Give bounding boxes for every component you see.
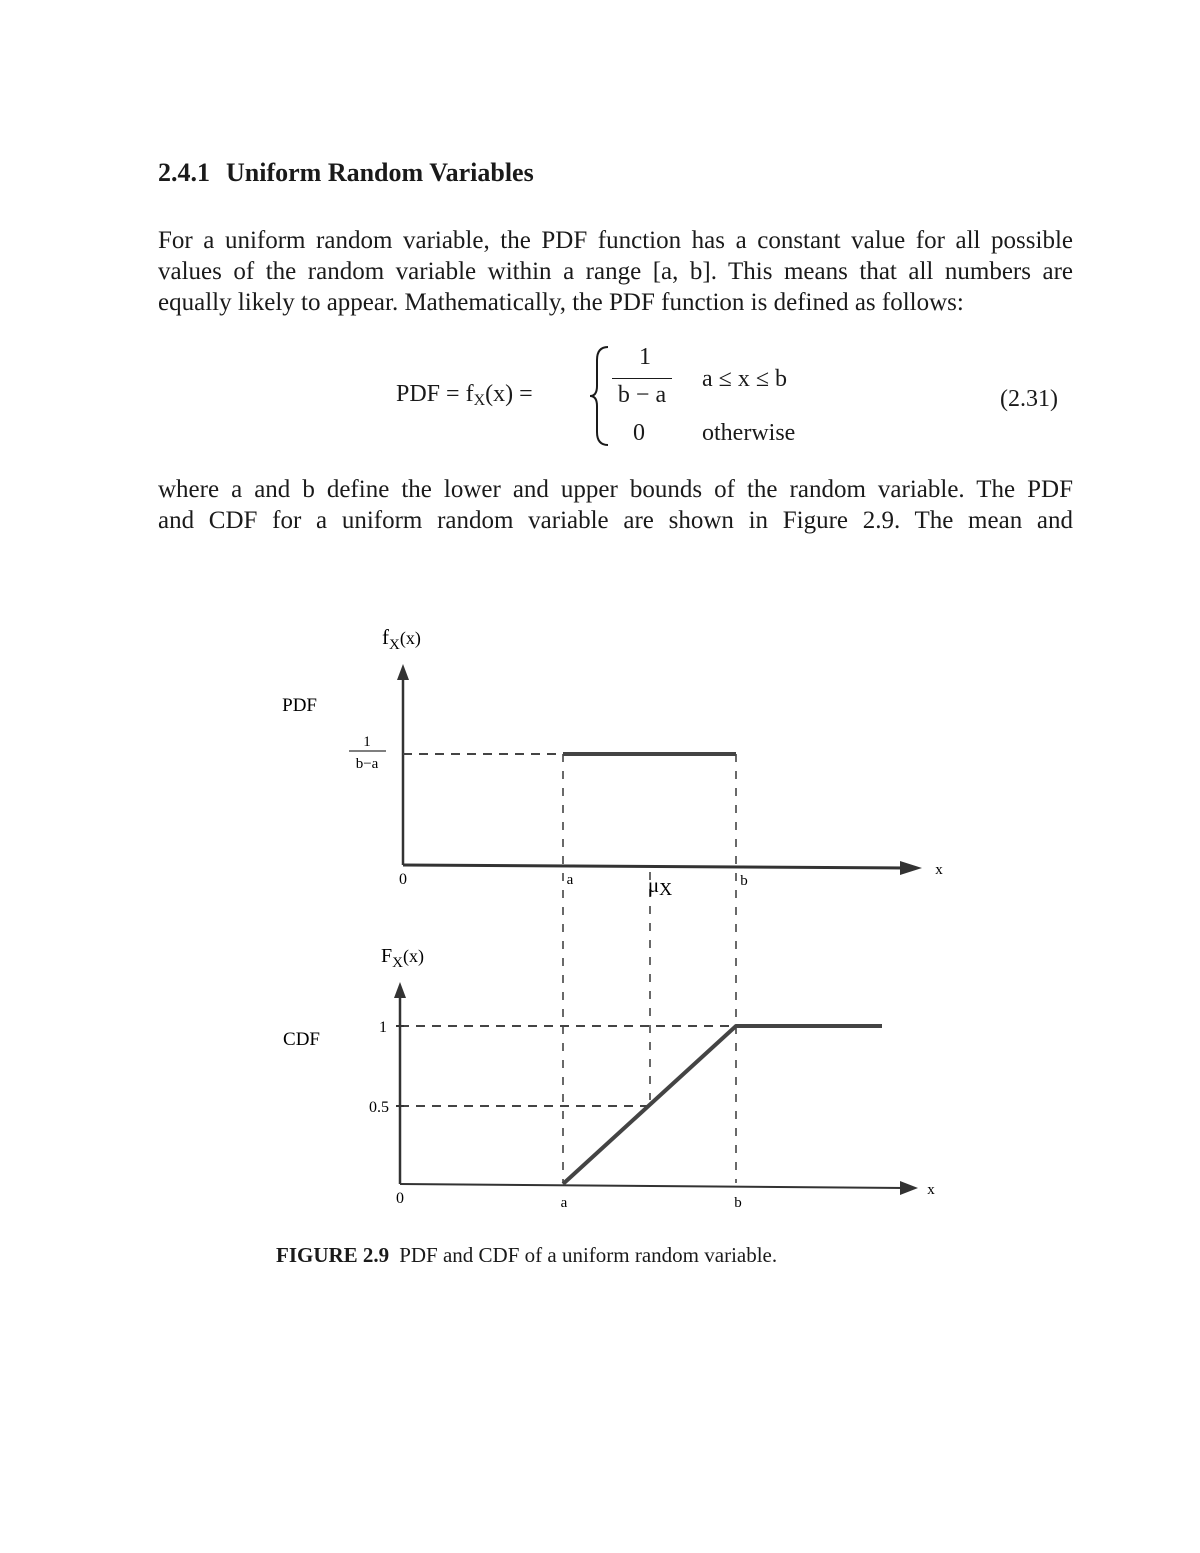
paragraph-line: For a uniform random variable, the PDF function has a constant value for all possible — [158, 227, 1073, 254]
cdf-level-one-label: 1 — [379, 1019, 387, 1036]
cdf-axis-label: $F_X(x)$ — [381, 945, 424, 971]
pdf-row-label: PDF — [282, 695, 317, 716]
pdf-tick-b: b — [740, 873, 748, 889]
pdf-tick-a: a — [566, 872, 574, 888]
pdf-axis-label: $f_X(x)$ — [382, 625, 421, 653]
case1-condition: a ≤ x ≤ b — [702, 366, 787, 392]
pdf-level-numerator: 1 — [363, 734, 371, 750]
cdf-row-label: CDF — [283, 1029, 320, 1050]
pdf-x-axis-arrow — [900, 861, 922, 875]
case2-value: 0 — [633, 420, 645, 446]
caption-text: PDF and CDF of a uniform random variable. — [399, 1243, 778, 1267]
equation-lhs: PDF = fX(x) = — [396, 381, 533, 409]
caption-number: FIGURE 2.9 — [276, 1243, 390, 1267]
pdf-x-axis — [403, 865, 905, 868]
cdf-tick-a: a — [560, 1195, 568, 1211]
paragraph-line: values of the random variable within a range [a, b]. This means that all numbers are — [158, 258, 1073, 285]
cdf-x-axis-arrow — [900, 1181, 918, 1195]
cdf-x-label: x — [927, 1182, 935, 1198]
paragraph-line: and CDF for a uniform random variable are shown in Figure 2.9. The mean and — [158, 507, 1073, 534]
section-number: 2.4.1 — [158, 158, 210, 187]
pdf-y-axis-arrow — [397, 664, 409, 680]
pdf-level-denominator: b−a — [355, 756, 379, 772]
pdf-origin-label: 0 — [399, 871, 407, 888]
paragraph-line: equally likely to appear. Mathematically, the PDF function is defined as follows: — [158, 289, 964, 316]
cdf-tick-b: b — [734, 1195, 742, 1211]
case1-numerator: 1 — [639, 344, 651, 370]
equation-number: (2.31) — [1000, 386, 1058, 412]
cdf-y-axis-arrow — [394, 982, 406, 998]
cdf-origin-label: 0 — [396, 1190, 404, 1207]
case2-condition: otherwise — [702, 420, 796, 446]
equation-lhs-subscript: X — [473, 392, 486, 409]
pdf-plot — [397, 664, 922, 1183]
section-title: Uniform Random Variables — [226, 158, 534, 187]
case1-denominator: b − a — [617, 382, 667, 408]
cdf-level-half-label: 0.5 — [369, 1099, 389, 1116]
paragraph-line: where a and b define the lower and upper bounds of the random variable. The PDF — [158, 476, 1073, 503]
figure-caption — [276, 1243, 777, 1268]
pdf-x-label: x — [935, 862, 943, 878]
cdf-plot — [394, 982, 918, 1195]
pdf-tick-mu: μX — [647, 873, 673, 899]
cdf-x-axis — [400, 1184, 905, 1188]
